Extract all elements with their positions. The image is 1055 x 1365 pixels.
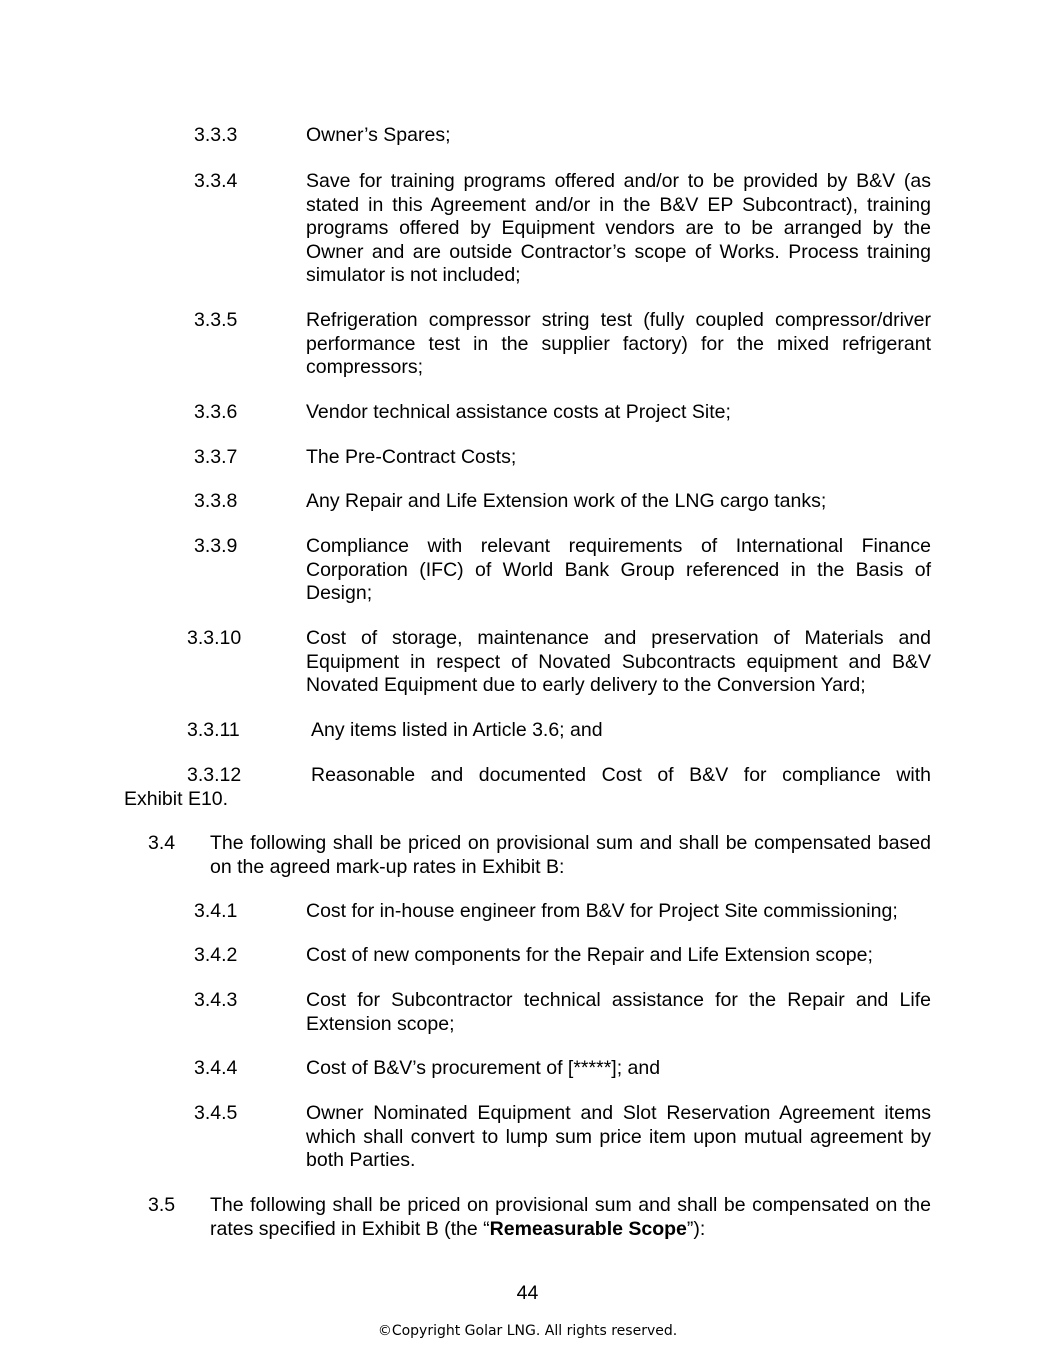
item-text: Save for training programs offered and/or to be provided by B&V (as stated in this Agreement and/or in the B&V EP Subcontract), training programs offered by Equipment vendors are to be arranged by the Owner and are outside Contractor’s scope of Works. Process training simulator is not included; xyxy=(306,170,931,287)
item-text: Refrigeration compressor string test (fully coupled compressor/driver performance test in the supplier factory) for the mixed refrigerant compressors; xyxy=(306,309,931,379)
item-text: Cost of storage, maintenance and preservation of Materials and Equipment in respect of Novated Subcontracts equipment and B&V Novated Equipment due to early delivery to the Conversion Yard; xyxy=(306,627,931,697)
item-text: Owner’s Spares; xyxy=(306,124,451,146)
item-number: 3.3.5 xyxy=(194,309,238,331)
item-number: 3.3.10 xyxy=(187,627,242,649)
item-number: 3.3.3 xyxy=(194,124,238,146)
item-number: 3.3.6 xyxy=(194,401,238,423)
item-number: 3.4.5 xyxy=(194,1102,238,1124)
item-text-continuation: Exhibit E10. xyxy=(124,787,229,810)
item-text: Compliance with relevant requirements of International Finance Corporation (IFC) of World Bank Group referenced in the Basis of Design; xyxy=(306,535,931,605)
defined-term: Remeasurable Scope xyxy=(489,1217,687,1240)
item-number: 3.4.1 xyxy=(194,900,238,922)
item-text: Cost for in-house engineer from B&V for Project Site commissioning; xyxy=(306,900,898,922)
item-text: Cost of B&V’s procurement of [*****]; and xyxy=(306,1057,661,1079)
item-number: 3.3.12 xyxy=(187,764,242,786)
section-text-after: ”): xyxy=(686,1217,706,1240)
section-text-before: The following shall be priced on provisional sum and shall be compensated on the rates specified in Exhibit B (the “ xyxy=(210,1194,931,1240)
item-number: 3.3.11 xyxy=(187,719,240,741)
item-text: The Pre-Contract Costs; xyxy=(306,446,517,468)
item-text: Owner Nominated Equipment and Slot Reservation Agreement items which shall convert to lump sum price item upon mutual agreement by both Parties. xyxy=(306,1102,931,1172)
section-text: The following shall be priced on provisional sum and shall be compensated based on the agreed mark-up rates in Exhibit B: xyxy=(210,832,931,878)
item-number: 3.4.3 xyxy=(194,989,238,1011)
item-number: 3.4.2 xyxy=(194,944,238,966)
item-text: Cost for Subcontractor technical assistance for the Repair and Life Extension scope; xyxy=(306,989,931,1035)
item-number: 3.3.8 xyxy=(194,490,238,512)
item-number: 3.3.9 xyxy=(194,535,238,557)
item-number: 3.4.4 xyxy=(194,1057,238,1079)
item-text: Any Repair and Life Extension work of the LNG cargo tanks; xyxy=(306,490,827,512)
item-number: 3.3.7 xyxy=(194,446,238,468)
section-text xyxy=(210,1194,931,1241)
section-number: 3.5 xyxy=(148,1194,176,1216)
item-text: Vendor technical assistance costs at Project Site; xyxy=(306,401,731,423)
copyright-footer: ©Copyright Golar LNG. All rights reserved. xyxy=(377,1323,678,1339)
item-text: Cost of new components for the Repair and Life Extension scope; xyxy=(306,944,873,966)
item-text: Reasonable and documented Cost of B&V for compliance with xyxy=(311,764,931,786)
item-number: 3.3.4 xyxy=(194,170,238,192)
section-number: 3.4 xyxy=(148,832,176,854)
page-number: 44 xyxy=(516,1282,539,1304)
item-text: Any items listed in Article 3.6; and xyxy=(311,719,603,741)
